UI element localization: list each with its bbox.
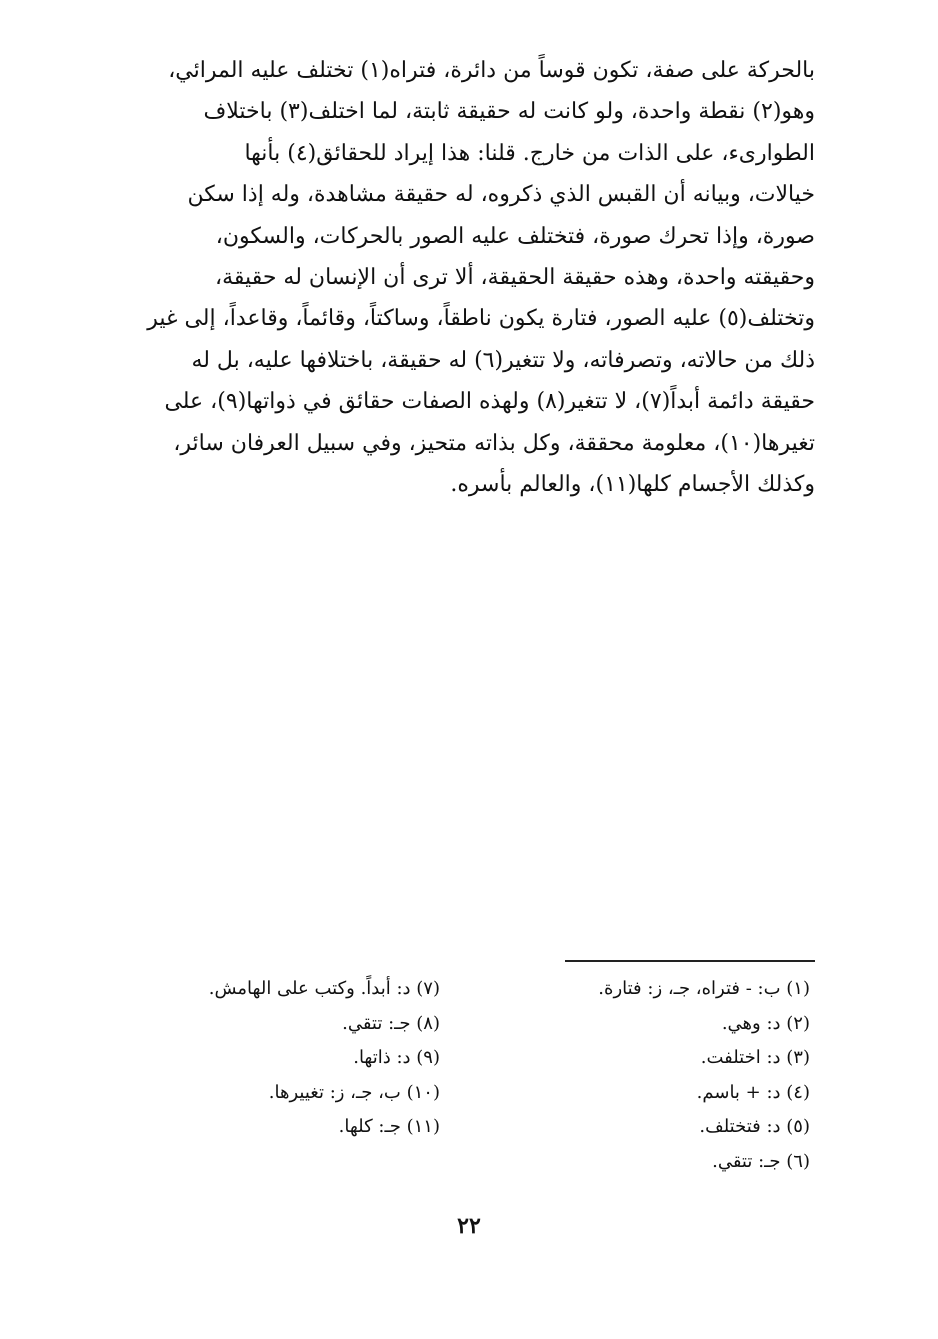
text-line: الطوارىء، على الذات من خارج. قلنا: هذا إيراد للحقائق(٤) بأنها	[244, 140, 815, 166]
footnote: (٢) د: وهي.	[721, 1012, 810, 1034]
footnote: (٦) جـ: تتقي.	[712, 1150, 810, 1172]
footnote: (١٠) ب، جـ، ز: تغييرها.	[268, 1081, 440, 1103]
footnote: (٨) جـ: تتقي.	[342, 1012, 440, 1034]
text-line: تغيرها(١٠)، معلومة محققة، وكل بذاته متحيز، وفي سبيل العرفان سائر،	[173, 430, 815, 456]
footnote: (٥) د: فتختلف.	[699, 1116, 810, 1137]
text-line: حقيقة دائمة أبداً(٧)، لا تتغير(٨) ولهذه الصفات حقائق في ذواتها(٩)، على	[164, 389, 815, 415]
footnote: (٤) د: + باسم.	[696, 1081, 810, 1103]
text-line: وحقيقته واحدة، وهذه حقيقة الحقيقة، ألا ترى أن الإنسان له حقيقة،	[215, 264, 815, 290]
text-line: خيالات، وبيانه أن القبس الذي ذكروه، له حقيقة مشاهدة، وله إذا سكن	[187, 182, 815, 208]
footnote: (١١) جـ: كلها.	[338, 1116, 440, 1137]
footnote: (١) ب: - فتراه، جـ، ز: فتارة.	[598, 978, 810, 999]
footnotes-left-column	[100, 972, 440, 1145]
text-line: وهو(٢) نقطة واحدة، ولو كانت له حقيقة ثابتة، لما اختلف(٣) باختلاف	[203, 99, 815, 125]
text-line: ذلك من حالاته، وتصرفاته، ولا تتغير(٦) له حقيقة، باختلافها عليه، بل له	[191, 347, 815, 373]
text-line: بالحركة على صفة، تكون قوساً من دائرة، فتراه(١) تختلف عليه المرائي،	[168, 58, 815, 83]
footnote: (٧) د: أبداً. وكتب على الهامش.	[208, 978, 440, 999]
main-text-block	[115, 50, 815, 505]
text-line: وتختلف(٥) عليه الصور، فتارة يكون ناطقاً، وساكتاً، وقائماً، وقاعداً، إلى غير	[147, 306, 815, 332]
footnotes-right-column	[470, 972, 810, 1179]
footnote-separator	[565, 960, 815, 962]
page-number: ٢٢	[457, 1213, 481, 1239]
footnote: (٣) د: اختلفت.	[700, 1047, 810, 1068]
text-line: صورة، وإذا تحرك صورة، فتختلف عليه الصور بالحركات، والسكون،	[215, 223, 815, 249]
text-line: وكذلك الأجسام كلها(١١)، والعالم بأسره.	[450, 471, 815, 497]
footnote: (٩) د: ذاتها.	[353, 1047, 440, 1068]
